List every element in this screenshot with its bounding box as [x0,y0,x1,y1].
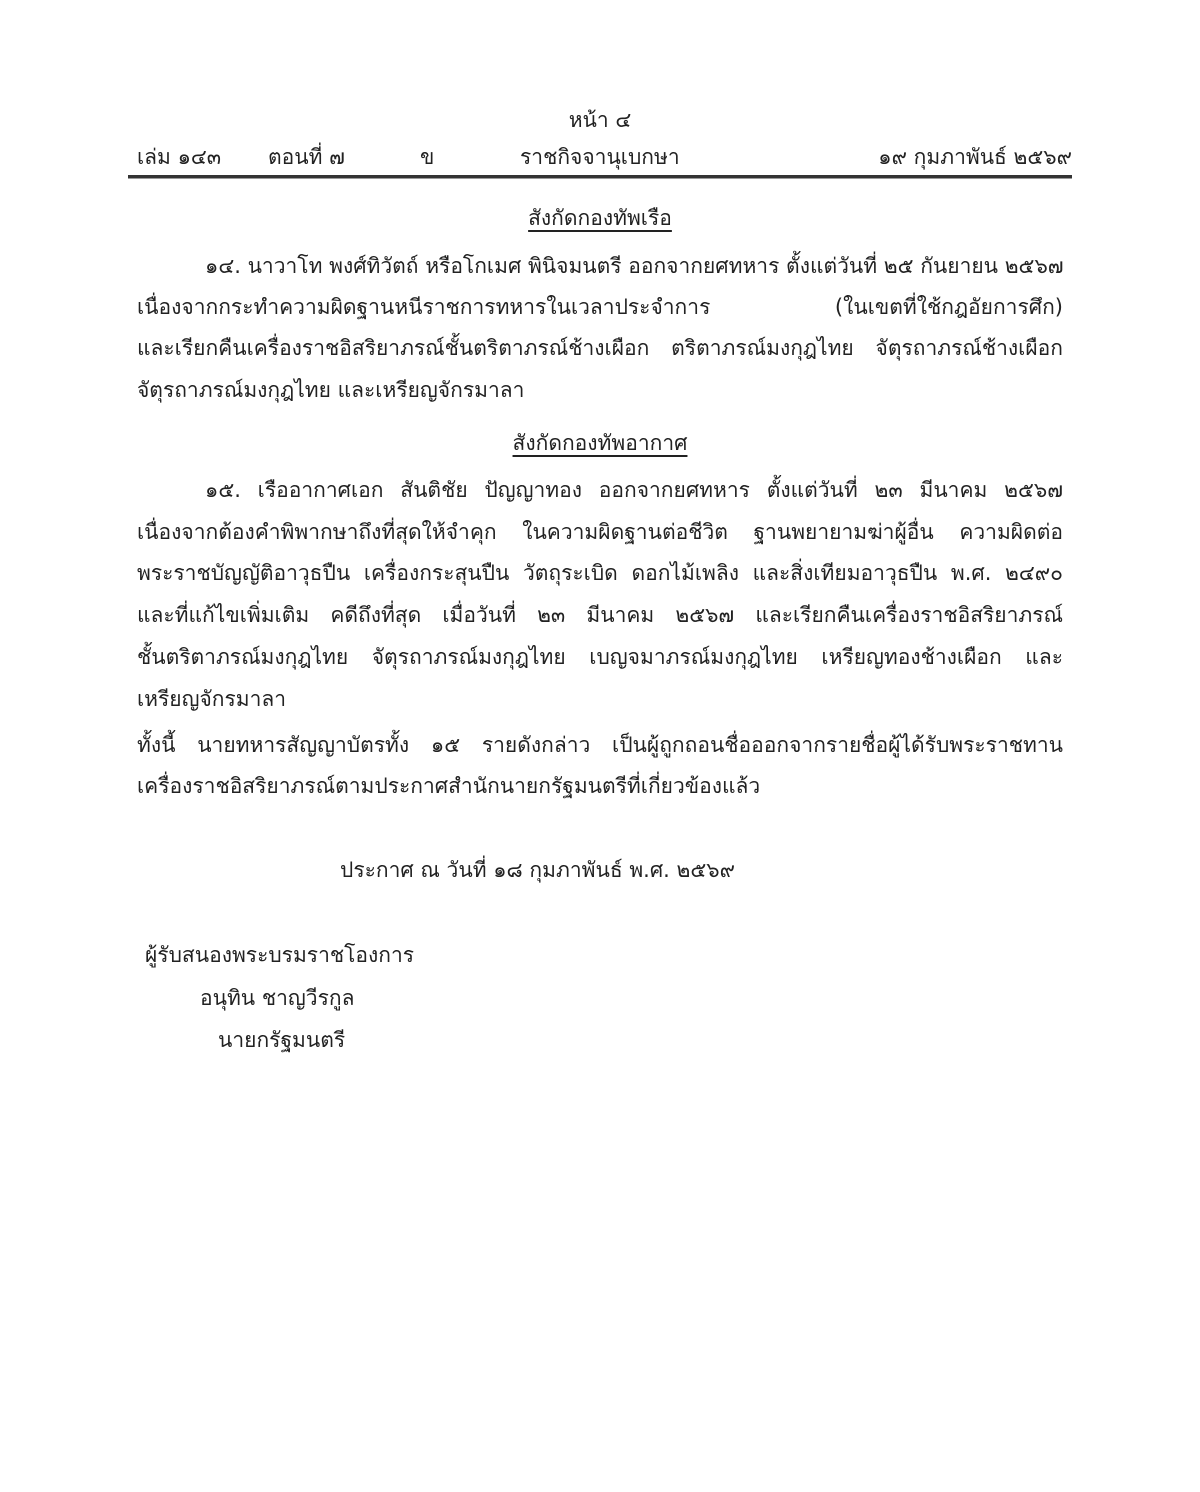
paragraph-line: ๑๔. นาวาโท พงศ์ทิวัตถ์ หรือโกเมศ พินิจมนตรี ออกจากยศทหาร ตั้งแต่วันที่ ๒๕ กันยายน ๒๕๖๗ [205,254,1064,278]
paragraph-line: และที่แก้ไขเพิ่มเติม คดีถึงที่สุด เมื่อวันที่ ๒๓ มีนาคม ๒๕๖๗ และเรียกคืนเครื่องราชอิสริยาภรณ์ [137,603,1063,627]
paragraph-line: ชั้นตริตาภรณ์มงกุฎไทย จัตุรถาภรณ์มงกุฎไทย เบญจมาภรณ์มงกุฎไทย เหรียญทองช้างเผือก และ [137,645,1063,669]
paragraph-line: ๑๕. เรืออากาศเอก สันติชัย ปัญญาทอง ออกจากยศทหาร ตั้งแต่วันที่ ๒๓ มีนาคม ๒๕๖๗ [205,478,1063,502]
issue: ตอนที่ ๗ [268,145,345,169]
paragraph-line: และเรียกคืนเครื่องราชอิสริยาภรณ์ชั้นตริตาภรณ์ช้างเผือก ตริตาภรณ์มงกุฎไทย จัตุรถาภรณ์ช้างเผือก [137,336,1063,360]
section-heading-navy [0,203,1200,233]
section-heading-airforce [0,428,1200,458]
heading-text: สังกัดกองทัพเรือ [528,206,672,230]
page-number: หน้า ๔ [568,108,632,132]
paragraph-line: จัตุรถาภรณ์มงกุฎไทย และเหรียญจักรมาลา [137,378,525,402]
signature-title: นายกรัฐมนตรี [218,1028,346,1052]
signature-name: อนุทิน ชาญวีรกูล [200,986,355,1010]
header-rule [128,175,1072,179]
heading-text: สังกัดกองทัพอากาศ [512,431,688,455]
publication-date: ๑๙ กุมภาพันธ์ ๒๕๖๙ [878,145,1072,169]
publication-name: ราชกิจจานุเบกษา [520,145,680,169]
section-letter: ข [420,145,435,169]
closing-line: ทั้งนี้ นายทหารสัญญาบัตรทั้ง ๑๕ รายดังกล่าว เป็นผู้ถูกถอนชื่อออกจากรายชื่อผู้ได้รับพระราชทาน [137,733,1063,757]
paragraph-line: เนื่องจากต้องคำพิพากษาถึงที่สุดให้จำคุก ในความผิดฐานต่อชีวิต ฐานพยายามฆ่าผู้อื่น ความผิดต่อ [137,520,1063,544]
paragraph-line: พระราชบัญญัติอาวุธปืน เครื่องกระสุนปืน วัตถุระเบิด ดอกไม้เพลิง และสิ่งเทียมอาวุธปืน พ.ศ. ๒๔๙๐ [137,561,1063,585]
paragraph-line: เหรียญจักรมาลา [137,687,287,711]
signature-role: ผู้รับสนองพระบรมราชโองการ [145,943,415,967]
volume: เล่ม ๑๔๓ [137,145,222,169]
closing-line: เครื่องราชอิสริยาภรณ์ตามประกาศสำนักนายกรัฐมนตรีที่เกี่ยวข้องแล้ว [137,774,761,798]
proclamation-date: ประกาศ ณ วันที่ ๑๘ กุมภาพันธ์ พ.ศ. ๒๕๖๙ [340,858,735,882]
paragraph-line: เนื่องจากกระทำความผิดฐานหนีราชการทหารในเวลาประจำการ (ในเขตที่ใช้กฎอัยการศึก) [137,295,1063,319]
